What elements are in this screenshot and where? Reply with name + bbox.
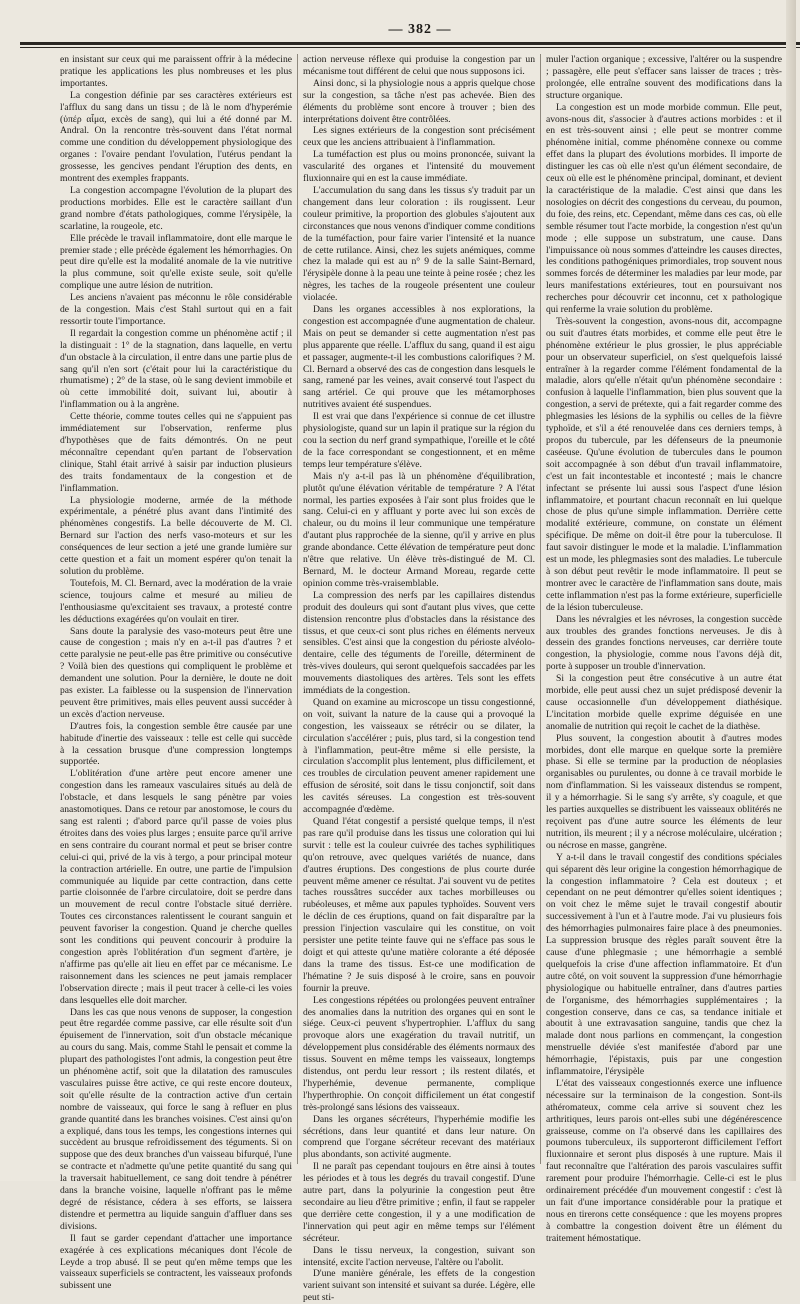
paragraph: muler l'action organique ; excessive, l'altérer ou la suspendre ; passagère, elle peut s'effacer sans laisser de traces ; très-prolongée, elle entraîne souvent des modifications dans la structure organique. — [546, 54, 782, 101]
paragraph: action nerveuse réflexe qui produise la congestion par un mécanisme tout différent de celui que nous supposons ici. — [303, 54, 535, 77]
paragraph: Il faut se garder cependant d'attacher une importance exagérée à ces explications mécaniques dont l'école de Leyde a trop abusé. Il se peut qu'en même temps que les vaisseaux superficiels se contractent, les vaisseaux profonds subissent une — [60, 1232, 292, 1292]
paragraph: Il ne paraît pas cependant toujours en être ainsi à toutes les périodes et à tous les degrés du travail congestif. D'une autre part, dans la polyurinie la congestion peut être secondaire au lieu d'être primitive ; enfin, il faut se rappeler que derrière cette congestion, il y a une modification de l'innervation qui peut agir en même temps sur l'élément sécréteur. — [303, 1161, 535, 1244]
paragraph: Si la congestion peut être consécutive à un autre état morbide, elle peut aussi chez un sujet prédisposé devenir la cause occasionnelle d'un développement diathésique. L'incitation morbide quelle exprime déguisée en une anomalie de nutrition qui reçoit le cachet de la diathèse. — [546, 673, 782, 732]
header-rule-thick — [20, 42, 800, 45]
paragraph: Il regardait la congestion comme un phénomène actif ; il la distinguait : 1° de la stagnation, dans laquelle, en vertu d'un obstacle à la circulation, il entre dans une partie plus de sang qu'il n'en sort (c'était pour lui la caractéristique du rhumatisme) ; 2° de la stase, où le sang devient immobile et où cette immobilité doit, suivant lui, aboutir à l'inflammation ou à la angrène. — [60, 327, 292, 411]
paragraph: Mais n'y a-t-il pas là un phénomène d'équilibration, plutôt qu'une élévation véritable de température ? A l'état normal, les parties exposées à l'air sont plus froides que le sang. Celui-ci en y affluant y porte avec lui son excès de chaleur, ou du moins il leur communique une température d'autant plus rapprochée de la sienne, qu'il y arrive en plus grande abondance. Cette élévation de température peut donc n'être que relative. Un élève très-distingué de M. Cl. Bernard, M. le docteur Armand Moreau, regarde cette opinion comme très-vraisemblable. — [303, 470, 535, 589]
paragraph: Dans les névralgies et les névroses, la congestion succède aux troubles des grandes fonctions nerveuses. Je dis à dessein des grandes fonctions nerveuses, car derrière toute congestion, la physiologie, comme nous l'avons déjà dit, porte à supposer un trouble d'innervation. — [546, 613, 782, 673]
paragraph: La compression des nerfs par les capillaires distendus produit des douleurs qui sont d'autant plus vives, que cette distension rencontre plus d'obstacles dans la résistance des tissus, et que ceux-ci sont plus riches en éléments nerveux sensibles. C'est ainsi que la congestion du périoste alvéolo-dentaire, celle des téguments de l'oreille, déterminent de très-vives douleurs, qui seront quelquefois saccadées par les mouvements diastoliques des artères. Tels sont les effets immédiats de la congestion. — [303, 589, 535, 697]
paragraph: L'oblitération d'une artère peut encore amener une congestion dans les rameaux vasculaires situés au delà de l'obstacle, et dans lesquels le sang pénètre par voies anastomotiques. Dans ce retour par anostomose, le cours du sang est ralenti ; d'abord parce qu'il passe de voies plus étroites dans des voies plus larges ; ensuite parce qu'il arrive en sens contraire du courant normal et peut se briser contre celui-ci qui, privé de la vis à tergo, a pour principal moteur la contraction artérielle. En outre, une partie de l'impulsion communiquée au liquide par cette contraction, dans cette partie cloisonnée de l'arbre circulatoire, doit se perdre dans un mouvement de recul contre l'obstacle situé derrière. Toutes ces circonstances ralentissent le courant sanguin et peuvent favoriser la congestion. Quand je cherche quelles sont les conditions qui peuvent concourir à produire la congestion après l'oblitération d'un segment d'artère, je n'affirme pas qu'elle ait lieu en effet par ce mécanisme. Le raisonnement dans les sciences ne peut jamais remplacer l'observation directe ; mais il peut tracer à celle-ci les voies dans lesquelles elle doit marcher. — [60, 768, 292, 1006]
header-rule-thin — [20, 47, 800, 48]
paragraph: L'accumulation du sang dans les tissus s'y traduit par un changement dans leur coloration : ils rougissent. Leur couleur primitive, la proportion des globules s'ajoutent aux circonstances que nous venons d'indiquer comme conditions de la tuméfaction, pour faire varier l'intensité et la nuance de cette rutilance. Ainsi, chez les sujets anémiques, comme chez la malade qui est au n° 9 de la salle Saint-Bernard, l'érysipèle donne à la peau une teinte à peine rosée ; chez les nègres, les taches de la rougeole présentent une couleur violacée. — [303, 184, 535, 304]
text-column-1 — [60, 54, 292, 1292]
paragraph: Dans les organes accessibles à nos explorations, la congestion est accompagnée d'une augmentation de chaleur. Mais on peut se demander si cette augmentation n'est pas plus apparente que réelle. L'afflux du sang, quand il est aigu et passager, augmente-t-il les combustions calorifiques ? M. Cl. Bernard a observé des cas de congestion dans lesquels le sang, ramené par les veines, avait conservé tout l'aspect du sang artériel. Ce qui prouve que les métamorphoses nutritives avaient été suspendues. — [303, 304, 535, 411]
paragraph: Les anciens n'avaient pas méconnu le rôle considérable de la congestion. Mais c'est Stahl surtout qui en a fait ressortir toute l'importance. — [60, 292, 292, 327]
paragraph: Les congestions répétées ou prolongées peuvent entraîner des anomalies dans la nutrition des organes qui en sont le siége. Ceux-ci peuvent s'hypertrophier. L'afflux du sang provoque alors une exagération du travail nutritif, un développement plus considérable des éléments normaux des tissus. Souvent en même temps les vaisseaux, longtemps distendus, ont perdu leur ressort ; ils restent dilatés, et l'hyperhémie, devenue permanente, complique l'hyperthrophie. On conçoit difficilement un état congestif très-prolongé sans lésions des vaisseaux. — [303, 994, 535, 1113]
paragraph: D'autres fois, la congestion semble être causée par une habitude d'inertie des vaisseaux : telle est celle qui succède à la cessation brusque d'une compression longtemps supportée. — [60, 720, 292, 768]
paragraph: Dans les cas que nous venons de supposer, la congestion peut être regardée comme passive, car elle résulte soit d'un épuisement de l'innervation, soit d'un obstacle mécanique au cours du sang. Mais, comme Stahl le pensait et comme la plupart des pathologistes l'ont admis, la congestion peut être un phénomène actif, soit que la dilatation des ramuscules vasculaires puisse être active, ce qui reste encore douteux, soit qu'elle résulte de la contraction active d'un certain nombre de vaisseaux, qui force le sang à refluer en plus grande quantité dans les branches voisines. C'est ainsi qu'on a expliqué, dans tous les temps, les congestions internes qui succèdent au brusque refroidissement des téguments. Si on suppose que des deux branches d'un vaisseau bifurqué, l'une se contracte et n'admette qu'une petite quantité du sang qui la traversait habituellement, ce sang doit tendre à pénétrer dans la branche voisine, laquelle n'offrant pas le même degré de résistance, cédera à ses efforts, se laissera distendre et permettra au liquide sanguin d'affluer dans ses divisions. — [60, 1006, 292, 1232]
paragraph: La tuméfaction est plus ou moins prononcée, suivant la vascularité des organes et l'intensité du mouvement fluxionnaire qui en est la cause immédiate. — [303, 149, 535, 185]
paragraph: Elle précède le travail inflammatoire, dont elle marque le premier stade ; elle précède également les hémorrhagies. On peut dire qu'elle est la modalité anomale de la vie nutritive la plus commune, soit qu'elle existe seule, soit qu'elle complique une autre lésion de nutrition. — [60, 232, 292, 292]
paragraph: Les signes extérieurs de la congestion sont précisément ceux que les anciens attribuaient à l'inflammation. — [303, 125, 535, 149]
paragraph: Quand l'état congestif a persisté quelque temps, il n'est pas rare qu'il produise dans les tissus une coloration qui lui survit : telle est la couleur cuivrée des taches syphilitiques qu'on retrouve, avec quelques variétés de nuance, dans d'autres éruptions. Des congestions de plus courte durée peuvent même amener ce résultat. J'ai souvent vu de petites taches roussâtres succéder aux taches morbilleuses ou rubéoleuses, et même aux papules typhoïdes. Souvent vers le déclin de ces éruptions, quand on fait disparaître par la pression l'injection vasculaire qui les constitue, on voit persister une petite teinte fauve qui ne s'efface pas sous le doigt et qui atteste qu'une matière colorante a été déposée dans la trame des tissus. Est-ce une modification de l'hématine ? Je suis disposé à le croire, sans en pouvoir fournir la preuve. — [303, 816, 535, 994]
paragraph: La physiologie moderne, armée de la méthode expérimentale, a pénétré plus avant dans l'intimité des phénomènes congestifs. La belle découverte de M. Cl. Bernard sur l'action des nerfs vaso-moteurs et sur les conséquences de leur section a jeté une grande lumière sur cette question et a fait un moment espérer qu'on tenait la solution du problème. — [60, 494, 292, 577]
paragraph: Dans le tissu nerveux, la congestion, suivant son intensité, excite l'action nerveuse, l'altère ou l'abolit. — [303, 1244, 535, 1268]
paragraph: La congestion définie par ses caractères extérieurs est l'afflux du sang dans un tissu ; de là le nom d'hyperémie (ὑπέρ αἷμα, excès de sang), qui lui a été donné par M. Andral. On la rencontre très-souvent dans l'état normal comme une condition du développement physiologique des organes : l'ovaire pendant l'ovulation, l'utérus pendant la grossesse, les gencives pendant l'éruption des dents, en montrent des exemples frappants. — [60, 89, 292, 185]
column-separator-2 — [540, 54, 541, 1164]
paragraph: Y a-t-il dans le travail congestif des conditions spéciales qui séparent dès leur origine la congestion hémorrhagique de la congestion inflammatoire ? Cela est douteux ; et cependant on ne peut démontrer qu'elles soient identiques ; on voit chez le même sujet le travail congestif aboutir successivement à l'un et à l'autre mode. J'ai vu plusieurs fois des hémorrhagies pulmonaires faire place à des pneumonies. La suppression brusque des règles paraît souvent être la cause d'une phlegmasie ; une hémorrhagie a semblé quelquefois la crise d'une affection inflammatoire. Et d'un autre côté, on voit souvent la suppression d'une hémorrhagie physiologique ou habituelle entraîner, dans d'autres parties de l'organisme, des hémorrhagies supplémentaires ; la congestion conserve, dans ce cas, sa tendance initiale et aboutit à une extravasation sanguine, tandis que chez la malade dont nous parlions en commençant, la congestion menstruelle déviée s'est manifestée d'abord par une hémorrhagie, l'épistaxis, puis par une congestion inflammatoire, l'érysipèle — [546, 851, 782, 1078]
paragraph: Toutefois, M. Cl. Bernard, avec la modération de la vraie science, toujours calme et mesuré au milieu de l'enthousiasme qu'excitaient ses travaux, a protesté contre les déductions exagérées qu'on voulait en tirer. — [60, 577, 292, 625]
paragraph: L'état des vaisseaux congestionnés exerce une influence nécessaire sur la terminaison de la congestion. Sont-ils athéromateux, comme cela arrive si souvent chez les arthritiques, leurs parois ont-elles subi une dégénérescence graisseuse, comme on l'a observé dans les capillaires des poumons tuberculeux, ils supporteront difficilement l'effort fluxionnaire et seront plus disposés à une rupture. Mais il faut reconnaître que l'altération des parois vasculaires suffit rarement pour produire l'hémorrhagie. Celle-ci est le plus ordinairement précédée d'un mouvement congestif : c'est là un fait d'une importance considérable pour la pratique et nous en tirerons cette conséquence : que les moyens propres à combattre la congestion doivent être un élément du traitement hémostatique. — [546, 1077, 782, 1244]
paragraph: Sans doute la paralysie des vaso-moteurs peut être une cause de congestion ; mais n'y en a-t-il pas d'autres ? et cette paralysie ne peut-elle pas être primitive ou consécutive ? Voilà bien des questions qui compliquent le problème et demandent une solution. Pour la dernière, le doute ne doit pas exister. La faiblesse ou la suspension de l'innervation peuvent être primitives, mais elles peuvent aussi succéder à un excès d'action nerveuse. — [60, 625, 292, 720]
page-number: — 382 — — [388, 22, 452, 37]
paragraph: Plus souvent, la congestion aboutit à d'autres modes morbides, dont elle marque en quelque sorte la première phase. Si elle se termine par la production de néoplasies organisables ou purulentes, ou donne à ce travail morbide le nom d'inflammation. Si les vaisseaux distendus se rompent, il y a hémorrhagie. Si le sang s'y arrête, s'y coagule, et que les parties auxquelles se distribuent les vaisseaux oblitérés ne reçoivent pas d'une autre source les éléments de leur nutrition, ils meurent ; il y a nécrose moléculaire, ulcération ; ou nécrose en masse, gangrène. — [546, 732, 782, 851]
page-edge-shadow — [786, 0, 796, 1181]
paragraph: La congestion accompagne l'évolution de la plupart des productions morbides. Elle est le caractère saillant d'un grand nombre d'états pathologiques, comme l'érysipèle, la scarlatine, la rougeole, etc. — [60, 184, 292, 232]
paragraph: Dans les organes sécréteurs, l'hyperhémie modifie les sécrétions, dans leur quantité et dans leur nature. On comprend que l'organe sécréteur recevant des matériaux plus abondants, son activité augmente. — [303, 1113, 535, 1161]
paragraph: D'une manière générale, les effets de la congestion varient suivant son intensité et suivant sa durée. Légère, elle peut sti- — [303, 1268, 535, 1304]
paragraph: Cette théorie, comme toutes celles qui ne s'appuient pas immédiatement sur l'observation, renferme plus d'hypothèses que de faits démontrés. On ne peut méconnaître cependant qu'en partant de l'observation clinique, Stahl était arrivé à saisir par induction plusieurs des traits fondamentaux de la congestion et de l'inflammation. — [60, 411, 292, 494]
paragraph: Quand on examine au microscope un tissu congestionné, on voit, suivant la nature de la cause qui a provoqué la congestion, les vaisseaux se rétrécir ou se dilater, la circulation s'accélérer ; puis, plus tard, si la congestion tend à l'inflammation, peut-être même si elle persiste, la circulation s'accomplit plus lentement, plus difficilement, et ces troubles de circulation peuvent amener rapidement une effusion de sérosité, soit dans le tissu conjonctif, soit dans les cavités séreuses. La congestion est très-souvent accompagnée d'œdème. — [303, 696, 535, 816]
column-separator-1 — [297, 54, 298, 1164]
text-column-3 — [546, 54, 782, 1244]
paragraph: Très-souvent la congestion, avons-nous dit, accompagne ou suit d'autres états morbides, et comme elle peut être le phénomène extérieur le plus grossier, le plus appréciable pour un observateur superficiel, on s'est quelquefois laissé entraîner à la regarder comme l'élément fondamental de la maladie, alors qu'elle n'était qu'un phénomène secondaire : confusion à laquelle l'inflammation, bien plus souvent que la congestion, a servi de prétexte, qui a fait regarder comme des phlegmasies les lésions de la syphilis ou celles de la fièvre typhoïde, et s'il a été renouvelée dans ces derniers temps, à propos du tubercule, par les défenseurs de la pneumonie caséeuse. Qu'une évolution de tubercules dans le poumon soit accompagnée à son début d'un travail inflammatoire, c'est un fait incontestable et incontesté ; mais le chancre infectant se présente lui aussi sous l'aspect d'une lésion inflammatoire, et pourtant chacun reconnaît en lui quelque chose de plus qu'une simple inflammation. Derrière cette modalité extérieure, commune, on constate un élément spécifique. De même on doit-il être pour la tuberculose. Il faut savoir distinguer le mode et la maladie. L'inflammation est un mode, les phlegmasies sont des maladies. Le tubercule à son début peut revêtir le mode inflammatoire. Il peut se montrer avec le caractère de l'inflammation sans doute, mais cette inflammation n'est pas la forme extérieure, superficielle de la lésion tuberculeuse. — [546, 315, 782, 613]
paragraph: Il est vrai que dans l'expérience si connue de cet illustre physiologiste, quand sur un lapin il pratique sur la région du cou la section du nerf grand sympathique, l'oreille et le côté de la face correspondant se congestionnent, et en même temps leur température s'élève. — [303, 411, 535, 470]
paragraph: en insistant sur ceux qui me paraissent offrir à la médecine pratique les applications les plus nombreuses et les plus importantes. — [60, 54, 292, 89]
text-column-2 — [303, 54, 535, 1304]
paragraph: La congestion est un mode morbide commun. Elle peut, avons-nous dit, s'associer à d'autres actions morbides : et il en est très-souvent ainsi ; elle peut se montrer comme phénomène initial, comme phénomène connexe ou comme effet dans la plupart des évolutions morbides. Il importe de distinguer les cas où elle n'est qu'un élément secondaire, de ceux où elle est le phénomène principal, dominant, et devient la caractéristique de la maladie. C'est ainsi que dans les nosologies on décrit des congestions du cerveau, du poumon, du foie, des reins, etc. Cependant, même dans ces cas, où elle semble résumer tout l'acte morbide, la congestion n'est qu'un mode ; elle suppose un substratum, une cause. Dans l'impuissance où nous sommes d'atteindre les causes directes, les conditions pathogéniques primordiales, trop souvent nous sommes forcés de déterminer les maladies par leur mode, par leurs manifestations extérieures, tout en poursuivant nos recherches pour découvrir cet inconnu, cet x pathologique qui renferme la vraie solution du problème. — [546, 101, 782, 316]
paragraph: Ainsi donc, si la physiologie nous a appris quelque chose sur la congestion, sa tâche n'est pas achevée. Bien des éléments du problème sont encore à trouver ; bien des interprétations doivent être contrôlées. — [303, 77, 535, 125]
page-header — [60, 22, 780, 42]
